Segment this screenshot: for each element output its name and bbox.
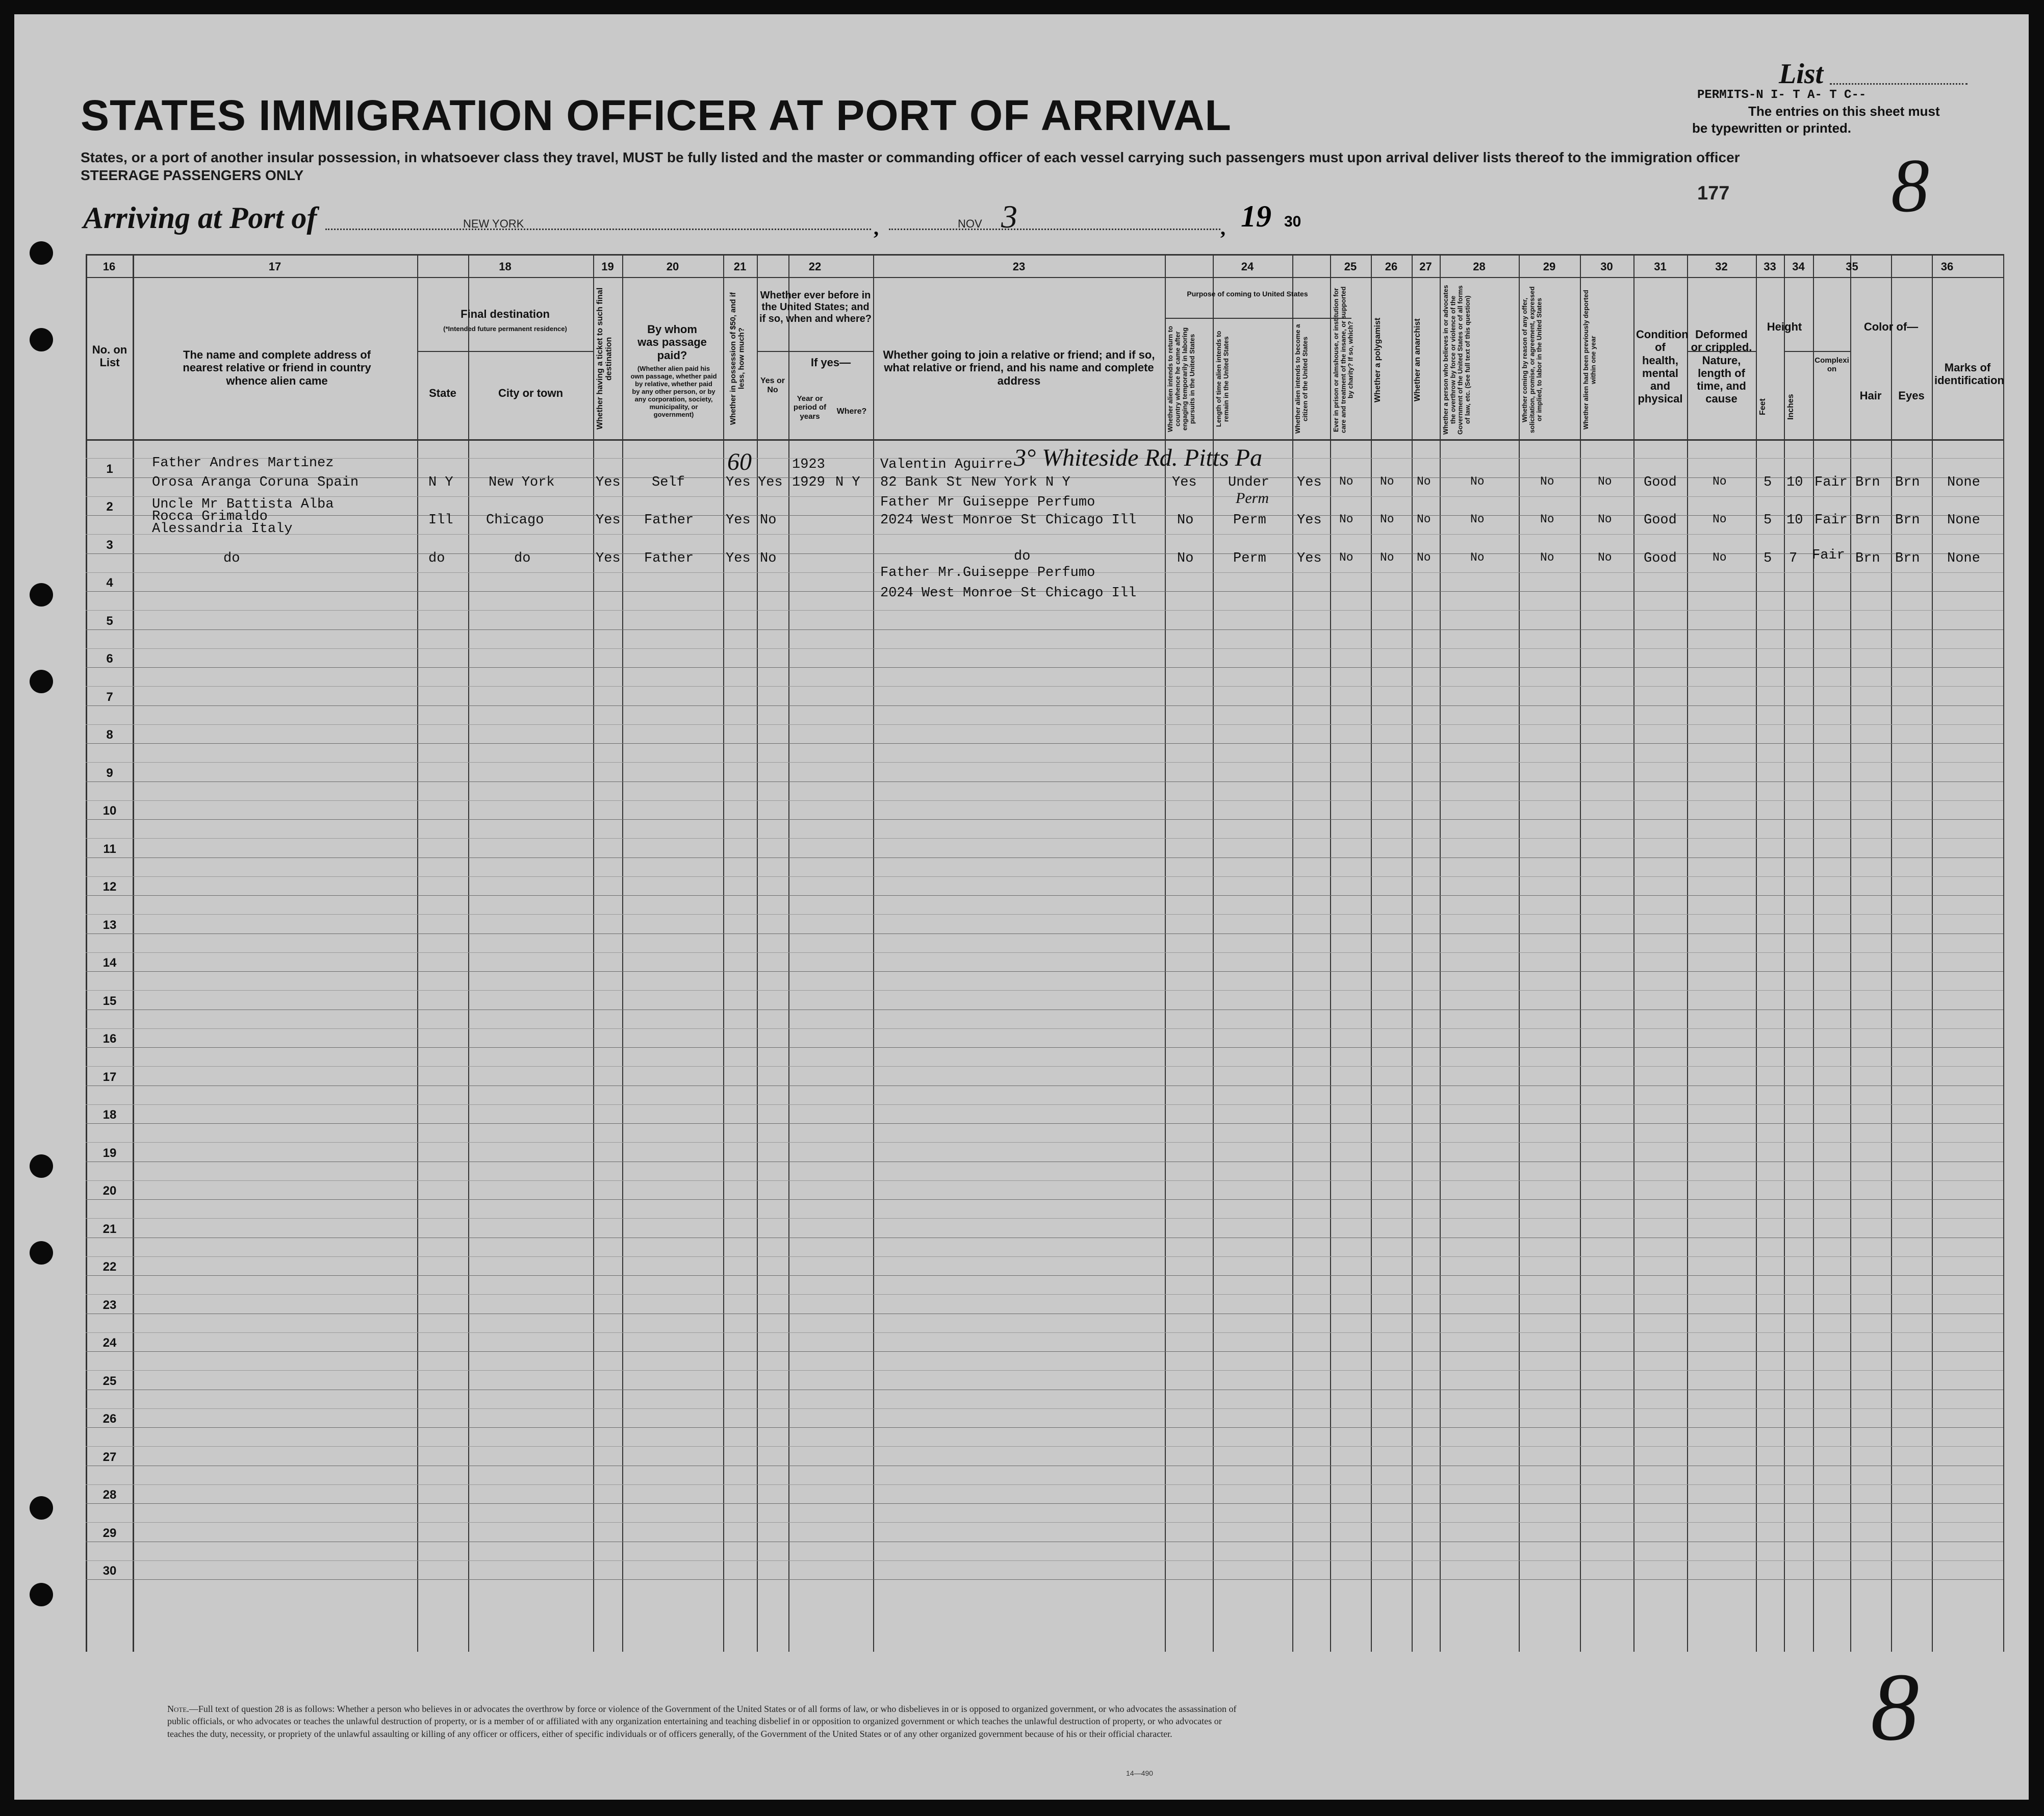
row-number: 20	[103, 1184, 117, 1198]
row2-city: Chicago	[486, 513, 544, 528]
column-number: 34	[1792, 260, 1805, 273]
column-number: 25	[1344, 260, 1357, 273]
row-number: 16	[103, 1032, 117, 1046]
list-line	[1830, 83, 1968, 85]
footnote-label: Note.	[167, 1704, 189, 1714]
header-purpose-c: Whether alien intends to become a citizen of the United States	[1294, 324, 1309, 434]
row-number: 1	[106, 462, 113, 476]
row2-q28: No	[1470, 513, 1485, 526]
row-number: 21	[103, 1222, 117, 1236]
row1-join-line2: 82 Bank St New York N Y	[880, 475, 1070, 490]
header-no-on-list: No. on List	[92, 343, 127, 369]
header-purpose-a: Whether alien intends to return to country whence he came after engaging temporarily in laboring pursuits in the United States	[1166, 326, 1196, 433]
row-subrule	[86, 1294, 2003, 1295]
year-prefix: 19	[1241, 199, 1271, 233]
row2-inches: 10	[1786, 513, 1803, 528]
header-anarchist: Whether an anarchist	[1413, 318, 1422, 401]
row-subrule	[86, 1446, 2003, 1447]
row-number: 30	[103, 1564, 117, 1578]
row-subrule	[86, 876, 2003, 877]
row3-feet: 5	[1764, 551, 1772, 566]
handwritten-page-number: 8	[1891, 143, 1929, 228]
row-number: 11	[103, 842, 116, 856]
row1-length: Under	[1228, 475, 1270, 490]
row1-length-handwritten: Perm	[1236, 490, 1269, 507]
row-number: 13	[103, 918, 117, 932]
column-number: 20	[666, 260, 679, 273]
row1-condition: Good	[1644, 475, 1677, 490]
row3-q28: No	[1470, 551, 1485, 564]
column-number: 35	[1846, 260, 1858, 273]
row1-years-line1: 1923	[792, 457, 825, 472]
row2-ever-before: No	[760, 513, 777, 528]
row-subrule	[86, 1522, 2003, 1523]
passenger-class: STEERAGE PASSENGERS ONLY	[81, 167, 304, 183]
row3-return: No	[1177, 551, 1194, 566]
page-subtitle: States, or a port of another insular possession, in whatsoever class they travel, MUST be fully listed and the master or commanding officer of each vessel carrying such passengers must upon arrival deliver lists thereof to the immigration officer	[81, 149, 1740, 165]
row-rule	[86, 1275, 2003, 1276]
row1-where: N Y	[835, 475, 860, 490]
row1-years-line2: 1929	[792, 475, 825, 490]
row2-complexion: Fair	[1815, 513, 1848, 528]
binder-hole	[30, 1496, 53, 1520]
row-number: 18	[103, 1108, 117, 1122]
column-number: 17	[268, 260, 282, 273]
header-passage-paid-note: (Whether alien paid his own passage, whether paid by relative, whether paid by any other person, or by any corporation, society, municipality, or government)	[630, 365, 717, 418]
row-rule	[86, 781, 2003, 782]
header-q29: Whether coming by reason of any offer, solicitation, promise, or agreement, expressed or implied, to labor in the United States	[1521, 286, 1543, 434]
row-subrule	[86, 914, 2003, 915]
row-number: 22	[103, 1260, 117, 1274]
row3-length: Perm	[1233, 551, 1266, 566]
row-subrule	[86, 1256, 2003, 1257]
row3-prison: No	[1339, 551, 1353, 564]
binder-hole	[30, 1583, 53, 1606]
row1-hair: Brn	[1855, 475, 1880, 490]
row-rule	[86, 1047, 2003, 1048]
column-number: 36	[1940, 260, 1954, 273]
row-number: 24	[103, 1336, 117, 1350]
row-rule	[86, 743, 2003, 744]
column-number: 27	[1419, 260, 1432, 273]
header-if-yes: If yes—	[810, 356, 851, 369]
row3-anarchist: No	[1417, 551, 1431, 564]
row2-relative-line3: Alessandria Italy	[152, 521, 293, 537]
row3-ever-before: No	[760, 551, 777, 566]
row3-eyes: Brn	[1895, 551, 1920, 566]
row3-join-line3: 2024 West Monroe St Chicago Ill	[880, 586, 1137, 601]
binder-hole	[30, 241, 53, 265]
form-number: 14—490	[1126, 1769, 1153, 1777]
row2-return: No	[1177, 513, 1194, 528]
footnote-text: —Full text of question 28 is as follows: Whether a person who believes in or advocates the overthrow by force or violence of the Government of the United States or of all forms of law, or who disbelieves in or is opposed to organized government, or who advocates the assassination of public officials, or who advocates or teaches the unlawful destruction of property, or is a member of or affiliated with any organization entertaining and teaching disbelief in or opposition to organized government or which teaches the unlawful destruction of property, or who advocates or teaches the duty, necessity, or propriety of the unlawful assaulting or killing of any officer or officers, either of specific individuals or of officers generally, of the Government of the United States or of any other organized government because of his or their official character.	[167, 1704, 1237, 1739]
row3-polygamist: No	[1380, 551, 1394, 564]
row-subrule	[86, 534, 2003, 535]
column-number: 33	[1764, 260, 1776, 273]
row-subrule	[86, 1370, 2003, 1371]
binder-hole	[30, 1154, 53, 1178]
row-subrule	[86, 990, 2003, 991]
list-label: List	[1779, 58, 1824, 90]
instruction-line1: The entries on this sheet must	[1748, 104, 1940, 119]
row2-join-line1: Father Mr Guiseppe Perfumo	[880, 495, 1095, 510]
row1-paid-by: Self	[652, 475, 685, 490]
row3-complexion: Fair	[1812, 548, 1845, 563]
header-final-destination-note: (*Intended future permanent residence)	[443, 325, 567, 333]
row2-paid-by: Father	[644, 513, 694, 528]
row-subrule	[86, 1104, 2003, 1105]
row3-inches: 7	[1789, 551, 1798, 566]
row-number: 9	[106, 766, 113, 780]
port-line	[325, 229, 871, 230]
row1-inches: 10	[1786, 475, 1803, 490]
row1-deformed: No	[1713, 475, 1727, 488]
header-state: State	[429, 387, 456, 399]
row-subrule	[86, 724, 2003, 725]
row1-prison: No	[1339, 475, 1353, 488]
binder-hole	[30, 328, 53, 351]
row-number: 6	[106, 652, 113, 666]
row2-citizen: Yes	[1297, 513, 1322, 528]
row1-ticket: Yes	[596, 475, 621, 490]
row-number: 19	[103, 1146, 117, 1160]
row-subrule	[86, 1218, 2003, 1219]
row3-q30: No	[1598, 551, 1612, 564]
row-subrule	[86, 952, 2003, 953]
header-final-destination: Final destination	[461, 308, 550, 320]
row3-money: Yes	[726, 551, 751, 566]
comma: ,	[1220, 216, 1225, 239]
row2-anarchist: No	[1417, 513, 1431, 526]
row3-deformed: No	[1713, 551, 1727, 564]
permits-code: PERMITS-N I- T A- T C--	[1697, 88, 1867, 102]
row1-city: New York	[489, 475, 555, 490]
row-number: 5	[106, 614, 113, 628]
sheet-number: 177	[1697, 183, 1730, 204]
header-feet: Feet	[1758, 398, 1767, 416]
row1-q28: No	[1470, 475, 1485, 488]
header-eyes: Eyes	[1898, 389, 1925, 402]
day-value: 3	[1001, 198, 1017, 235]
row3-ticket: Yes	[596, 551, 621, 566]
row1-join-line1: Valentin Aguirre	[880, 457, 1013, 472]
header-polygamist: Whether a polygamist	[1373, 317, 1382, 402]
row-number: 15	[103, 994, 117, 1008]
column-number: 29	[1543, 260, 1556, 273]
row2-deformed: No	[1713, 513, 1727, 526]
row3-city: do	[514, 551, 531, 566]
column-number: 28	[1473, 260, 1486, 273]
row-subrule	[86, 1560, 2003, 1561]
row-subrule	[86, 800, 2003, 801]
row-number: 8	[106, 728, 113, 742]
row-subrule	[86, 1028, 2003, 1029]
row-rule	[86, 1123, 2003, 1124]
header-complexion: Complexion	[1815, 356, 1849, 374]
header-color-of: Color of—	[1863, 320, 1919, 333]
row1-marks: None	[1947, 475, 1980, 490]
header-ever-before: Whether ever before in the United States; and if so, when and where?	[759, 290, 872, 324]
header-join-relative: Whether going to join a relative or friend; and if so, what relative or friend, and his name and complete address	[883, 348, 1155, 387]
row-rule	[86, 705, 2003, 706]
header-height: Height	[1767, 320, 1802, 333]
row2-relative-line1: Uncle Mr Battista Alba	[152, 497, 334, 512]
column-number: 30	[1600, 260, 1613, 273]
row2-condition: Good	[1644, 513, 1677, 528]
header-condition: Condition of health, mental and physical	[1636, 328, 1689, 406]
header-yes-or-no: Yes or No	[760, 376, 785, 395]
row2-ticket: Yes	[596, 513, 621, 528]
row3-marks: None	[1947, 551, 1980, 566]
row1-q30: No	[1598, 475, 1612, 488]
row-subrule	[86, 1180, 2003, 1181]
row-number: 29	[103, 1526, 117, 1540]
row-number: 2	[106, 500, 113, 514]
row2-join-line2: 2024 West Monroe St Chicago Ill	[880, 513, 1137, 528]
row-number: 26	[103, 1412, 117, 1426]
row-number: 12	[103, 880, 117, 894]
year-suffix: 30	[1284, 213, 1301, 230]
header-where: Where?	[836, 407, 867, 416]
row-number: 4	[106, 576, 113, 590]
row2-q30: No	[1598, 513, 1612, 526]
row3-relative-line1: do	[223, 551, 240, 566]
binder-hole	[30, 670, 53, 693]
footnote-question-28	[167, 1703, 1238, 1740]
row-number: 27	[103, 1450, 117, 1464]
header-prison: Ever in prison or almshouse, or institution for care and treatment of the insane, or supported by charity? If so, which?	[1332, 286, 1355, 434]
row2-prison: No	[1339, 513, 1353, 526]
row1-money: Yes	[726, 475, 751, 490]
row-number: 7	[106, 690, 113, 704]
header-deformed: Deformed or crippled. Nature, length of time, and cause	[1691, 328, 1752, 406]
column-number: 23	[1012, 260, 1026, 273]
row1-ever-before: Yes	[758, 475, 783, 490]
row1-citizen: Yes	[1297, 475, 1322, 490]
row-rule	[86, 667, 2003, 668]
row-subrule	[86, 610, 2003, 611]
handwritten-bottom-number: 8	[1871, 1654, 1919, 1761]
row-rule	[86, 857, 2003, 858]
header-marks: Marks of identification	[1934, 361, 2004, 387]
row2-length: Perm	[1233, 513, 1266, 528]
row-subrule	[86, 838, 2003, 839]
header-city: City or town	[498, 387, 564, 399]
arriving-label: Arriving at Port of	[83, 201, 317, 235]
row-subrule	[86, 1066, 2003, 1067]
row-rule	[86, 1579, 2003, 1580]
row-number: 25	[103, 1374, 117, 1388]
row1-state: N Y	[428, 475, 453, 490]
row-number: 3	[106, 538, 113, 552]
header-purpose-b: Length of time alien intends to remain in the United States	[1215, 331, 1230, 427]
month-value: NOV	[958, 217, 982, 230]
row1-relative-line2: Orosa Aranga Coruna Spain	[152, 475, 359, 490]
column-number: 32	[1715, 260, 1728, 273]
date-line	[889, 229, 1220, 230]
row-subrule	[86, 1484, 2003, 1485]
row1-anarchist: No	[1417, 475, 1431, 488]
row3-q29: No	[1540, 551, 1554, 564]
binder-hole	[30, 583, 53, 607]
row-number: 14	[103, 956, 117, 970]
manifest-table	[86, 254, 2003, 1652]
row3-state: do	[428, 551, 445, 566]
row-number: 17	[103, 1070, 117, 1084]
column-number: 31	[1654, 260, 1667, 273]
column-number: 26	[1385, 260, 1398, 273]
row-number: 28	[103, 1488, 117, 1502]
row2-q29: No	[1540, 513, 1554, 526]
row1-polygamist: No	[1380, 475, 1394, 488]
row2-state: Ill	[428, 513, 453, 528]
row3-citizen: Yes	[1297, 551, 1322, 566]
row1-eyes: Brn	[1895, 475, 1920, 490]
binder-hole	[30, 1241, 53, 1265]
column-number: 22	[808, 260, 822, 273]
column-number: 16	[103, 260, 116, 273]
row3-condition: Good	[1644, 551, 1677, 566]
header-money: Whether in possession of $50, and if less, how much?	[729, 292, 746, 425]
row2-relative-line2: Rocca Grimaldo	[152, 509, 268, 524]
row-rule	[86, 819, 2003, 820]
row1-return: Yes	[1172, 475, 1197, 490]
row3-hair: Brn	[1855, 551, 1880, 566]
header-nearest-relative: The name and complete address of nearest relative or friend in country whence alien came	[183, 348, 371, 387]
row3-join-line1: do	[1014, 549, 1031, 564]
row-subrule	[86, 1142, 2003, 1143]
row-rule	[86, 895, 2003, 896]
header-purpose: Purpose of coming to United States	[1187, 290, 1308, 298]
row-subrule	[86, 648, 2003, 649]
row-rule	[86, 1351, 2003, 1352]
instruction-line2: be typewritten or printed.	[1692, 120, 1852, 136]
row1-complexion: Fair	[1815, 475, 1848, 490]
row1-q29: No	[1540, 475, 1554, 488]
column-number: 21	[733, 260, 747, 273]
row-rule	[86, 1427, 2003, 1428]
column-number: 19	[601, 260, 614, 273]
row-subrule	[86, 1408, 2003, 1409]
header-ticket: Whether having a ticket to such final destination	[596, 287, 614, 430]
column-number: 18	[499, 260, 512, 273]
row-rule	[86, 629, 2003, 630]
header-passage-paid: By whom was passage paid?	[637, 323, 707, 362]
row3-join-line2: Father Mr.Guiseppe Perfumo	[880, 565, 1095, 581]
header-inches: Inches	[1786, 394, 1795, 420]
row2-money: Yes	[726, 513, 751, 528]
row-rule	[86, 1199, 2003, 1200]
row2-eyes: Brn	[1895, 513, 1920, 528]
row3-paid-by: Father	[644, 551, 694, 566]
row2-marks: None	[1947, 513, 1980, 528]
row1-join-handwritten: 3° Whiteside Rd. Pitts Pa	[1014, 444, 1263, 471]
column-number: 24	[1241, 260, 1254, 273]
row-subrule	[86, 762, 2003, 763]
header-q28: Whether a person who believes in or advocates the overthrow by force or violence of the Government of the United States or of all forms of law, etc. (See full text of this question)	[1442, 285, 1471, 435]
header-q30: Whether alien had been previously deported within one year	[1582, 290, 1597, 430]
row-number: 23	[103, 1298, 117, 1312]
row2-hair: Brn	[1855, 513, 1880, 528]
row2-polygamist: No	[1380, 513, 1394, 526]
row1-relative-line1: Father Andres Martinez	[152, 456, 334, 471]
row2-feet: 5	[1764, 513, 1772, 528]
page-title: STATES IMMIGRATION OFFICER AT PORT OF ARRIVAL	[81, 91, 1232, 139]
row1-feet: 5	[1764, 475, 1772, 490]
port-value: NEW YORK	[463, 217, 524, 230]
row-subrule	[86, 686, 2003, 687]
row1-money-handwritten: 60	[727, 448, 752, 475]
comma: ,	[874, 216, 879, 239]
row-number: 10	[103, 804, 117, 818]
manifest-sheet	[14, 14, 2029, 1800]
header-hair: Hair	[1859, 389, 1882, 402]
row-rule	[86, 1503, 2003, 1504]
row-rule	[86, 971, 2003, 972]
header-year-or-period: Year or period of years	[793, 394, 827, 421]
row-subrule	[86, 1332, 2003, 1333]
